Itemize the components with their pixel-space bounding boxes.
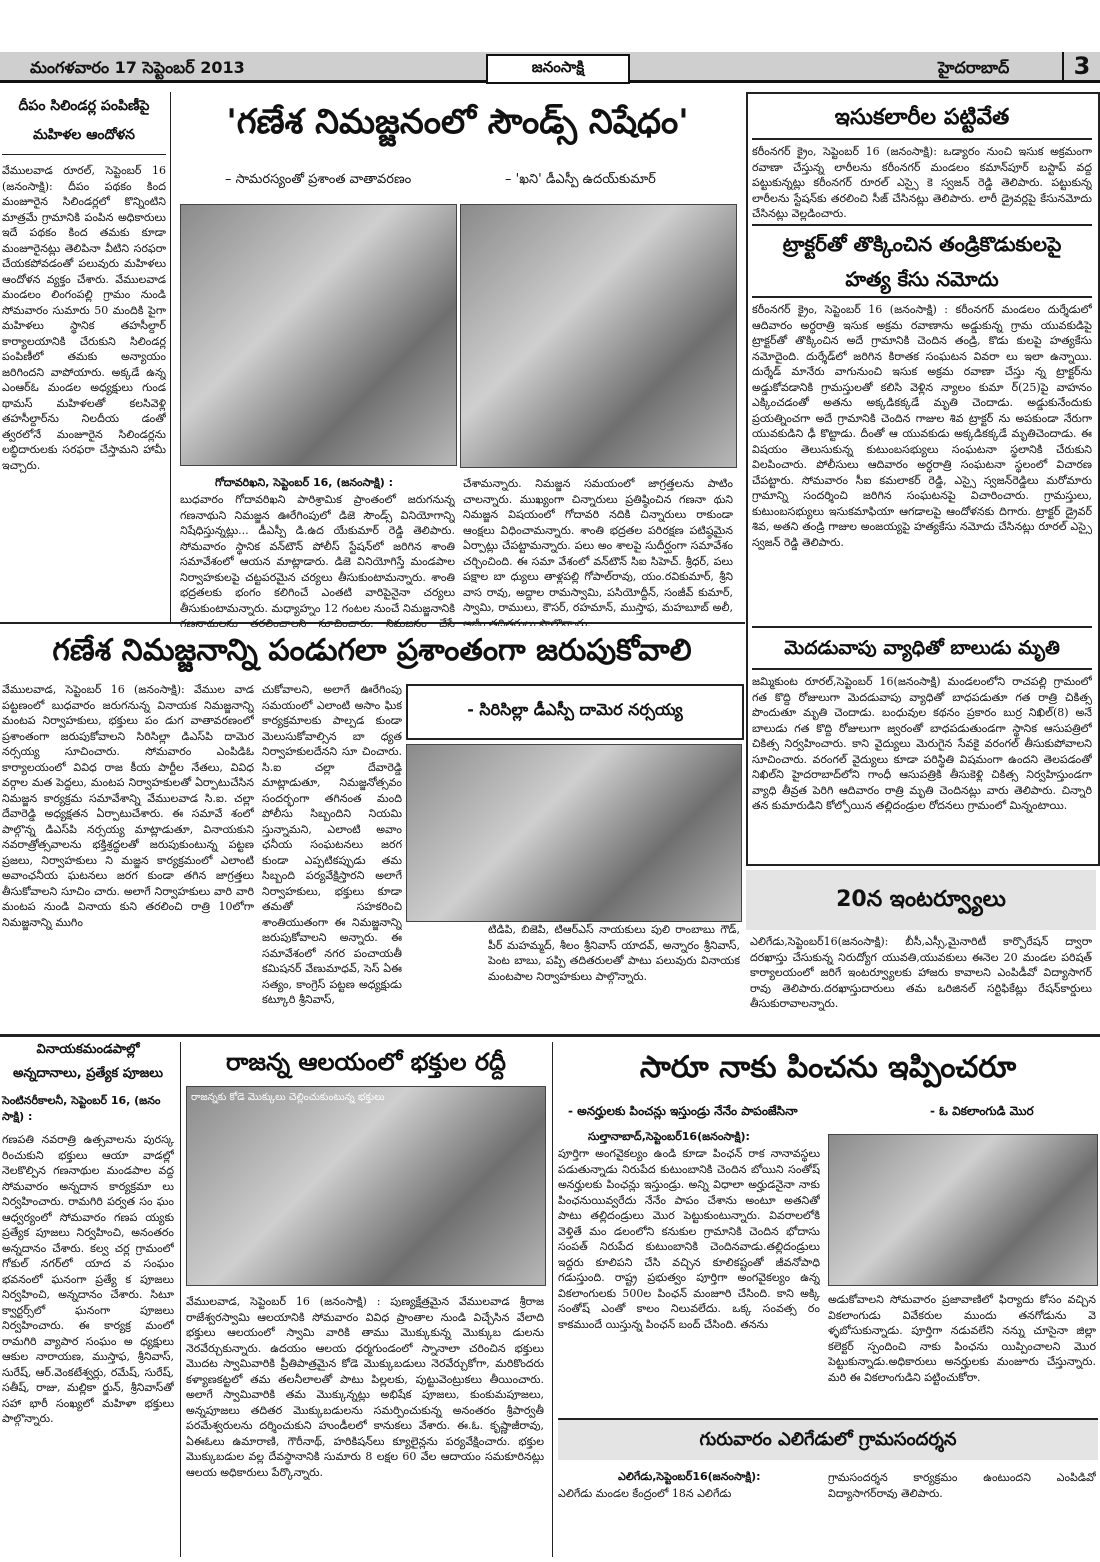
story-cylinder-protest bbox=[2, 92, 166, 622]
story-title-line2: మహిళల ఆందోళన bbox=[32, 127, 136, 143]
headline: 'గణేశ నిమజ్జనంలో సౌండ్స్ నిషేధం' bbox=[226, 102, 689, 142]
story-body-col2: చుకోవాలని, అలాగే ఊరేగింపు సమయంలో ఎలాంటి అసాం ఘిక కార్యక్రమాలకు పాల్పడ కుండా మెలుసుకోవాల్సిన బా ధ్యత నిర్వాహకులదేనని సూ చించారు. సి.ఐ చల్లా దేవారెడ్డి మాట్లాడుతూ, నిమజ్జనోత్సవం సందర్భంగా తగినంత మంది పోలీసు సిబ్బందిని నియమి స్తున్నామని, ఎలాంటి అవాం ఛనీయ సంఘటనలు జరగ కుండా ఎప్పటికప్పుడు తమ సిబ్బంది పర్యవేక్షిస్తారని అలాగే నిర్వాహకులు, భక్తులు కూడా తమతో సహకరించి శాంతియుతంగా ఈ నిమజ్జనాన్ని జరుపుకోవాలని అన్నారు. ఈ సమావేశంలో నగర పంచాయతీ కమిషనర్ వేణుమాధవ్, సెస్ ఏఈ సత్యం, కాంగ్రెస్ పట్టణ అధ్యక్షుడు కట్కూరి శ్రీనివాస్, bbox=[262, 683, 402, 1006]
story-title-line1: వినాయకమండపాల్లో bbox=[36, 1042, 140, 1057]
story-annadanam bbox=[2, 1042, 174, 1560]
story-rajanna-temple bbox=[186, 1042, 546, 1560]
logo-text: జనంసాక్షి bbox=[531, 58, 585, 76]
subheadline-1: – సామరస్యంతో ప్రశాంత వాతావరణం bbox=[225, 172, 412, 187]
column-rule bbox=[552, 1042, 553, 1557]
dateline: గోదావరిఖని, సెప్టెంబర్ 16, (జనంసాక్షి) : bbox=[215, 476, 393, 489]
story-title-line1: దీపం సిలిండర్ల పంపిణీపై bbox=[18, 98, 150, 114]
photo-meeting-audience bbox=[460, 204, 737, 468]
story-body-col1: పూర్తిగా అంగవైకల్యం ఉండి కూడా పింఛన్ రాక నానావస్థలు పడుతున్నాడు నిరుపేద కుటుంబానికి చెందిన బోయిని సంతోష్ అనర్హులకు పింఛన్లు ఇస్తుండ్రు. అన్ని విధాలా అర్హుడనైనా నాకు పింఛనుయివ్వరేదు నేనేం పాపం చేశాను అంటూ అతనితో పాటు తల్లిదండ్రులు మొర పెట్టుకుంటున్నారు. వివరాలలోకి వెళ్తితే మం డలంలోని కనుకుల గ్రామానికి చెందిన భోదాసు సంపత్ నిరుపేద కుటుంబానికి చెందినవాడు.తల్లిదండ్రులు ఇద్దరు కూలిపని చేసి వచ్చిన కూలికష్టంతో జీవనోపాధి గడుస్తుంది. రాష్ట్ర ప్రభుత్వం పూర్తిగా అంగవైకల్యం ఉన్న వికలాంగులకు 500ల పింఛన్ మంజూరి చేసింది. కాని అక్కి సంతోష్ ఎంతో కాలం నిలువలేదు. ఒక్క సంవత్స రం కాకముందే యిస్తున్న పింఛన్ బంద్ చేసింది. తనను bbox=[558, 1147, 820, 1331]
story-body-col2: చేశామన్నారు. నిమజ్జన సమయంలో జాగ్రత్తలను పాటిం చాలన్నారు. ముఖ్యంగా చిన్నారులు ప్రతిష్ఠించిన గణనా థుని నిమజ్జన విషయంలో గోదావరి నదికి చిన్నారులు రాకుండా ఆంక్షలు విధించామన్నారు. శాంతి భద్రతల పరిరక్షణ పటిష్ఠమైన ఏర్పాట్లు చేపట్టామన్నారు. పలు అం శాలపై సుదీర్ఘంగా సమావేశం చర్చించింది. ఈ సమా వేశంలో వన్‌టౌన్ సిఐ సిహెచ్. శ్రీధర్, పలు పక్షాల బా ధ్యులు తాళ్లపల్లి గోపాల్‌రావు, యం.రవికుమార్, శ్రీని వాస రావు, అద్దాల రామస్వామి, పసియోద్దీన్, సంజీవ్ కుమార్, స్వామి, రాములు, కౌసర్, రహమాన్, ముస్తాఫ, మహబూబ్ అలీ, bbox=[463, 477, 733, 614]
story-body: కరీంనగర్ క్రైం, సెప్టెంబర్ 16 (జనంసాక్షి): ఒడ్యారం నుంచి ఇసుక అక్రమంగా రవాణా చేస్తున్న లారీలను కరీంనగర్ మండలం కమాన్‌పూర్ బస్టాప్ వద్ద పట్టుకున్నట్లు కరీంనగర్ రూరల్ ఎస్సై కె స్వజన్ రెడ్డి తెలిపారు. పట్టుకున్న లారీలను స్టేషన్‌కు తరలించి సీజ్ చేసినట్లు తెలిపారు. లారీ డ్రైవర్లపై కేసునమోదు చేసినట్లు వెల్లడించారు. bbox=[752, 145, 1092, 220]
story-title-line2: అన్నదానాలు, ప్రత్యేక పూజలు bbox=[13, 1066, 163, 1081]
column-rule bbox=[180, 1042, 181, 1557]
story-body: వేములవాడ రూరల్, సెప్టెంబర్ 16 (జనంసాక్షి): దీపం పథకం కింద మంజూరైన సిలిండర్లలో కొన్నింటిని మాత్రమే గ్రామానికి పంపిన అధికారులు ఇదే పథకం కింద తమకు కూడా మంజూరైనట్లు తెలిపినా వీటిని సరఫరా చేయకపోవడంతో పలువురు మహిళలు ఆందోళన వ్యక్తం చేశారు. వేములవాడ మండలం లింగంపల్లి గ్రామం నుండి సోమవారం సుమారు 50 మందికి పైగా మహిళలు స్థానిక తహసీల్దార్ కార్యాలయానికి చేరుకుని సిలిండర్ల పంపిణీలో తమకు అన్యాయం జరిగిందని వాపోయారు. అక్కడే ఉన్న ఎంఆర్ఓ మండల అధ్యక్షులు గుండ థామస్ మహిళలతో కలసివెళ్లి తహసీల్దార్‌ను నిలదీయ డంతో త్వరలోనే మంజూరైన సిలిండర్లను లబ్ధిదారులకు సరఫరా చేస్తామని హామీ ఇచ్చారు. bbox=[2, 164, 166, 472]
subheadline-box bbox=[406, 684, 744, 740]
headline: రాజన్న ఆలయంలో భక్తుల రద్దీ bbox=[226, 1048, 506, 1076]
photo-temple-devotees bbox=[186, 1086, 546, 1286]
story-title: ఇసుకలారీల పట్టివేత bbox=[752, 98, 1092, 140]
story-body-col1: ఎలిగేడు మండల కేంద్రంలో 18న ఎలిగేడు bbox=[558, 1487, 732, 1500]
dateline: సుల్తానాబాద్,సెప్టెంబర్16(జనంసాక్షి): bbox=[588, 1130, 750, 1143]
story-body: కరీంనగర్ క్రైం, సెప్టెంబర్ 16 (జనంసాక్షి) : కరీంనగర్ మండలం దుర్శేడులో ఆదివారం అర్ధరాత్రి ఇసుక అక్రమ రవాణాను అడ్డుకున్న గ్రామ యువకుడిపై ట్రాక్టర్‌తో తొక్కించిన అదే గ్రామానికి చెందిన తండ్రి, కొడు కులపై హత్యకేసు నమోదైంది. దుర్శేడ్‌లో జరిగిన కిరాతక సంఘటన వివరా లు ఇలా ఉన్నాయి. దుర్శేడ్ మానేరు వాగునుంచి ఇసుక అక్రమ రవాణా చేస్తు న్న ట్రాక్టర్‌ను అడ్డుకోవడానికి గ్రామస్తులతో కలిసి వెళ్లిన న్యాలం కుమా ర్(25)పై వాహనం ఎక్కించడంతో అతను అక్కడికక్కడే మృతి చెందాడు. అడ్డుకునేందుకు ప్రయత్నించగా అదే గ్రామానికి చెందిన గాజుల శివ ట్రాక్టర్ ను అపకుండా నేరుగా యువకుడిని ఢీ కొట్టాడు. దీంతో ఆ యువకుడు అక్కడికక్కడే మృతిచెందాడు. ఈ విషయం తెలుసుకున్న కుటుంబసభ్యులు సంఘటనా స్థలానికి చేరుకుని విలపించారు. పోలీసులు ఆదివారం అర్ధరాత్రి సంఘటనా స్థలంలో విచారణ చేపట్టారు. సోమవారం సీఐ కమలాకర్ రెడ్డి, ఎస్సై స్వజన్‌రెడ్డిలు మరోమారు గ్రామాన్ని సందర్శించి జరిగిన సంఘటనపై విచారించారు. గ్రామస్తులు, కుటుంబసభ్యులు ఇసుకమాఫియా ఆగడాలపై ఆందోళనకు దిగారు. ట్రాక్టర్ డ్రైవర్ శివ, అతని తండ్రి గాజుల అంజయ్యపై హత్యకేసు నమోదు చేసినట్లు రూరల్ ఎస్సై స్వజన్ రెడ్డి తెలిపారు. bbox=[752, 303, 1092, 549]
section-rule bbox=[0, 1034, 1100, 1037]
headline: సారూ నాకు పించను ఇప్పించరూ bbox=[639, 1050, 1017, 1085]
masthead bbox=[0, 0, 1100, 92]
photo-meeting-officers bbox=[180, 204, 457, 466]
story-ganesh-sounds-ban bbox=[175, 92, 740, 627]
story-body-col2: అడుకోవాలని సోమవారం ప్రజావాణిలో ఫిర్యాదు కోసం వచ్చిన వికలాంగుడు వివేకరుల ముందు తనగోడును వె ళ్ళబోసుకున్నాడు. పూర్తిగా నడువలేని నన్ను చూసైనా జిల్లా కలెక్టర్ స్పందించి నాకు పింఛను యిప్పించాలని మొర పెట్టుకున్నాడు.అధికారులు అనర్హులకు మంజూరు చేస్తున్నారు. మరి ఈ వికలాంగుడిని పట్టించుకోరా. bbox=[828, 1293, 1096, 1384]
story-title-line2: హత్య కేసు నమోదు bbox=[752, 262, 1092, 298]
story-body: వేములవాడ, సెప్టెంబర్ 16 (జనంసాక్షి) : పుణ్యక్షేత్రమైన వేములవాడ శ్రీరాజ రాజేశ్వరస్వామి ఆలయానికి సోమవారం వివిధ ప్రాంతాల నుండి విచ్చేసిన వేలాది భక్తులు ఆలయంలో స్వామి వారికి తాము మొక్కుకున్న మొక్కుబ డులను నెరవేర్చుకున్నారు. ఉదయం ఆలయ ధర్మగుండంలో స్నానాలా చరించిన భక్తులు మొదట స్వామివారికి ప్రీతిపాత్రమైన కోడె మొక్కుబడులు నెరవేర్చుకోగా, మరికొందరు కళ్యాణకట్టలో తమ తలనీలాలతో పాటు పిల్లలకు, పుట్టువెంట్రుకలు తీయించారు. అలాగే స్వామివారికి తమ మొక్కున్నట్లు అభిషేక పూజలు, కుంకుమపూజలు, అన్నపూజలు తదితర మొక్కుబడులను సమర్పించుకున్న అనంతరం శ్రీపార్వతీ పరమేశ్వరులను దర్శించుకుని హుండీలలో కానుకలు వేశారు. ఈ.ఓ. కృష్ణాజీరావు, ఏఈఓలు ఉమారాణి, గౌరీనాథ్, హరికిషన్‌లు క్యూలైన్లను పర్యవేక్షించారు. భక్తుల మొక్కుబడుల వల్ల దేవస్థానానికి సుమారు 8 లక్షల 60 వేల ఆదాయం సమకూరినట్లు ఆలయ అధికారులు పేర్కొన్నారు. bbox=[186, 1295, 544, 1479]
story-village-visit bbox=[558, 1418, 1098, 1558]
headline-ganesh-immersion: గణేశ నిమజ్జనాన్ని పండుగలా ప్రశాంతంగా జరుపుకోవాలి bbox=[52, 633, 692, 668]
page-number: 3 bbox=[1062, 52, 1100, 82]
story-encephalitis bbox=[752, 626, 1092, 858]
story-body: జమ్మికుంట రూరల్,సెప్టెంబర్ 16(జనంసాక్షి) మండలంలోని రాచపల్లి గ్రామంలో గత కొద్ది రోజులుగా మెదడువాపు వ్యాధితో బాధపడుతూ గత రాత్రి చికిత్స పొందుతూ మృతి చెందాడు. బంధువుల కథనం ప్రకారం బుర్ర నిఖిల్(8) అనే బాలుడు గత కొద్ది రోజులుగా జ్వరంతో బాధపడుతుండగా స్థానిక ఆసుపత్రిలో చికిత్స నిర్వహించారు. కాని వైద్యులు మెరుగైన సేవకై వరంగల్ తీసుకుపోవాలని సూచించారు. వరంగల్ వైద్యులు కూడా పరిస్థితి విషమంగా ఉందని తెలపడంతో నిఖిల్‌ని హైదరాబాద్‌లోని గాంధీ ఆసుపత్రికి తీసుకెళ్లి చికిత్స నిర్వహిస్తుండగా వ్యాధి తీవ్రత పెరిగి ఆదివారం రాత్రి మృతి చెందినట్లు వారు తెలిపారు. చిన్నారి తన కుమారుడిని కోల్పోయిన తల్లిదండ్రుల రోదనలు గ్రామంలో మిన్నంటాయి. bbox=[752, 675, 1092, 812]
dateline: సెంటినరీకాలనీ, సెప్టెంబర్ 16, (జనం సాక్షి) : bbox=[2, 1094, 161, 1123]
story-body-col3: టిడిపి, బిజెపి, టిఆర్‌ఎస్ నాయకులు పులి రాంబాబు గౌడ్, పీర్ మహమ్మద్, శీలం శ్రీనివాస్ యాదవ్, అన్నారం శ్రీనివాస్, పెంట బాబు, పప్పి తదితరులతో పాటు పలువురు వినాయక మంటపాల నిర్వాహకులు పాల్గొన్నారు. bbox=[488, 923, 740, 983]
headline: గురువారం ఎలిగేడులో గ్రామసందర్శన bbox=[558, 1418, 1098, 1460]
newspaper-logo bbox=[486, 54, 630, 84]
edition-city: హైదరాబాద్ bbox=[938, 58, 1010, 77]
story-sand-lorries bbox=[752, 98, 1092, 220]
subheadline-2: – 'ఖని' డీఎస్పీ ఉదయ్‌కుమార్ bbox=[505, 172, 656, 187]
photo-dsp-meeting bbox=[406, 744, 742, 922]
story-title: మెదడువాపు వ్యాధితో బాలుడు మృతి bbox=[752, 626, 1092, 670]
subheadline-1: - అనర్హులకు పించన్లు ఇస్తుండ్రు నేనేం పాపంజేసినా bbox=[568, 1104, 798, 1118]
subheadline-2: - ఓ వికలాంగుడి మొర bbox=[930, 1104, 1034, 1118]
dateline: ఎలిగేడు,సెప్టెంబర్16(జనంసాక్షి): bbox=[618, 1470, 761, 1483]
story-body-col1: వేములవాడ, సెప్టెంబర్ 16 (జనంసాక్షి): వేముల వాడ పట్టణంలో బుధవారం జరుగనున్న వినాయక నిమజ్జనాన్ని మంటప నిర్వాహకులు, భక్తులు పం డుగ వాతావరణంలో ప్రశాంతంగా జరుపుకోవాలని సిరిసిల్లా డిఎస్‌పి దామెర నర్సయ్య సూచించారు. సోమవారం ఎంపిడిఓ కార్యాలయంలో వివిధ రాజ కీయ పార్టీల నేతలు, వివిధ వర్గాల మత పెద్దలు, మంటప నిర్వాహకులతో ఏర్పాటుచేసిన నిమజ్జన కార్యక్రమ సమావేశాన్ని వేములవాడ సి.ఐ. చల్లా దేవారెడ్డి అధ్యక్షతన ఏర్పాటుచేశారు. ఈ సమావే శంలో పాల్గొన్న డిఎస్‌పి నర్సయ్య మాట్లాడుతూ, వినాయకుని నవరాత్రోత్సవాలను భక్తిశ్రద్ధలతో జరుపుకుంటున్న పట్టణ ప్రజలు, నిర్వాహకులు ని మజ్జన కార్యక్రమంలో ఎలాంటి అవాంఛనీయ ఘటనలు జరగ కుండా తగిన జాగ్రత్తలు తీసుకోవాలని సూచిం చారు. అలాగే నిర్వాహకులు వారి వారి మంటప నుండి వినాయ కుని తరలించి రాత్రి 10లోగా నిమజ్జనాన్ని ముగిం bbox=[2, 683, 254, 929]
subheadline: - సిరిసిల్లా డీఎస్పీ దామెర నర్సయ్య bbox=[467, 700, 683, 719]
story-body: ఎలిగేడు,సెప్టెంబర్16(జనంసాక్షి): బీసీ,ఎస్సీ,మైనారిటీ కార్పొరేషన్ ద్వారా దరఖాస్తు చేసుకున్న నిరుద్యోగ యువతి,యువకులు ఈనెల 20 మండల పరిషత్ కార్యాలయంలో జరిగే ఇంటర్వ్యూలకు హాజరు కావాలని ఎంపిడీవో విద్యాసాగర్ రావు తెలిపారు.దరఖాస్తుదారులు తమ ఒరిజినల్ సర్టిఫికేట్లు రేషన్‌కార్డులు తీసుకురావాలన్నారు. bbox=[750, 935, 1092, 1010]
photo-disabled-youth bbox=[828, 1134, 1098, 1286]
story-body-col1: బుధవారం గోదావరిఖని పారిశ్రామిక ప్రాంతంలో జరుగనున్న గణనాథుని నిమజ్జన ఊరేగింపులో డిజె సౌండ్స్ వినియోగాన్ని నిషేధిస్తున్నట్లు... డీఎస్పీ డి.ఉద యేకుమార్ రెడ్డి తెలిపారు. సోమవారం స్థానిక వన్‌టౌన్ పోలీస్ స్టేషన్‌లో జరిగిన శాంతి సమావేశంలో ఆయన మాట్లాడారు. డిజె వినియోగిస్తే మండపాల నిర్వాహకులపై చట్టపరమైన చర్యలు తీసుకుంటామన్నారు. శాంతి భద్రతలకు భంగం కలిగించే ఎంతటి వారిపైనైనా చర్యలు తీసుకుంటామన్నారు. మధ్యాహ్నం 12 గంటల నుంచే నిమజ్జనానికి bbox=[180, 493, 455, 615]
section-rule bbox=[0, 622, 745, 624]
story-ganesh-immersion bbox=[2, 682, 742, 1020]
divider bbox=[2, 154, 166, 155]
story-interviews bbox=[746, 870, 1096, 1030]
story-body-col2: గ్రామసందర్శన కార్యక్రమం ఉంటుందని ఎంపిడివో విద్యాసాగర్‌రావు తెలిపారు. bbox=[828, 1471, 1096, 1500]
story-title: 20న ఇంటర్వ్యూలు bbox=[746, 870, 1096, 930]
photo-caption: రాజన్నకు కోడె మొక్కులు చెల్లించుకుంటున్న భక్తులు bbox=[191, 1092, 385, 1103]
story-title-line1: ట్రాక్టర్‌తో తొక్కించిన తండ్రికొడుకులపై bbox=[752, 224, 1092, 262]
story-tractor-murder bbox=[752, 224, 1092, 622]
story-body: గణపతి నవరాత్రి ఉత్సవాలను పురస్క రించుకుని భక్తులు ఆయా వాడల్లో నెలకొల్పిన గణనాథుల మండపాల వద్ద సోమవారం అన్నదాన కార్యక్రమా లు నిర్వహించారు. రామగిరి పర్వత సం ఘం ఆధ్వర్యంలో సోమవారం గణప య్యకు ప్రత్యేక పూజలు నిర్వహించి, అనంతరం అన్నదానం చేశారు. కల్వ చర్ల గ్రామంలో గోకుల్ నగర్‌లో యాద వ సంఘం భవనంలో ఘనంగా ప్రత్యే క పూజలు నిర్వహించి, అన్నదానం చేశారు. సిటూ క్వార్టర్స్‌లో ఘనంగా పూజలు నిర్వహించారు. ఈ కార్యక్ర మంలో రామగిరి వ్యాపార సంఘం అ ధ్యక్షులు ఆకుల నారాయణ, ముస్తాఫ, శ్రీనివాస్, సురేష్, ఆర్.వెంకటేశ్వర్లు, రమేష్, సురేష్, సతీష్, రాజు, మల్లికా ర్జున్, శ్రీనివాస్‌తో సహా భారీ సంఖ్యలో మహిళా భక్తులు పాల్గొన్నారు. bbox=[2, 1133, 174, 1425]
column-rule bbox=[170, 92, 171, 622]
issue-date: మంగళవారం 17 సెప్టెంబర్ 2013 bbox=[30, 58, 245, 77]
story-pension-plea bbox=[558, 1042, 1098, 1412]
